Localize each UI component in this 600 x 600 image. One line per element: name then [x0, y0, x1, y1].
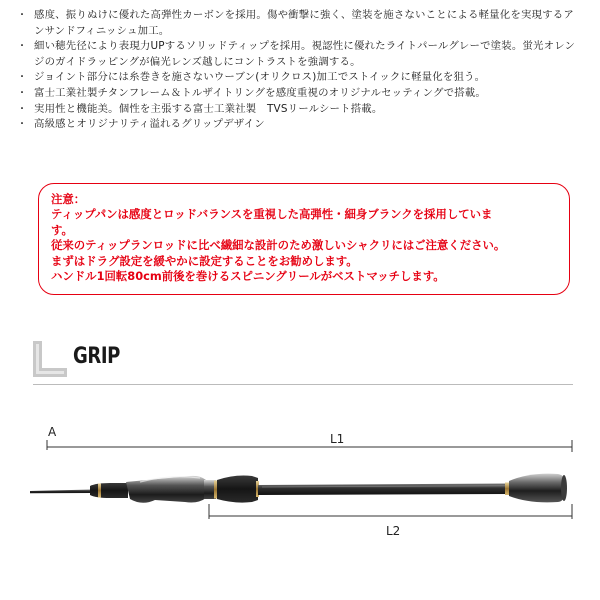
dimension-l1	[47, 440, 572, 452]
butt-cap	[509, 474, 566, 503]
caution-line: 従来のティップランロッドに比べ繊細な設計のため激しいシャクリにはご注意ください。	[51, 238, 506, 253]
bullet: ・	[17, 41, 28, 53]
gold-trim-ring	[214, 481, 217, 499]
feature-item	[14, 8, 584, 39]
feature-text: ジョイント部分には糸巻きを施さないウーブン(オリクロス)加工でストイックに軽量化を狙う。	[34, 71, 486, 84]
grip-section-heading	[33, 341, 573, 387]
label-a: A	[48, 425, 57, 439]
section-divider	[33, 384, 573, 385]
caution-line: まずはドラグ設定を緩やかに設定することをお勧めします。	[51, 253, 358, 268]
rear-grip	[217, 476, 258, 503]
gold-trim-ring	[98, 484, 101, 498]
bullet: ・	[17, 103, 28, 115]
feature-item	[14, 70, 584, 86]
feature-text: 実用性と機能美。個性を主張する富士工業社製 TVSリールシート搭載。	[34, 102, 383, 115]
rod-grip-diagram	[0, 440, 600, 530]
dimension-l2	[209, 504, 572, 519]
grip-title: GRIP	[73, 344, 120, 369]
feature-text: 感度、振りぬけに優れた高弾性カーボンを採用。傷や衝撃に強く、塗装を施さないことによる軽量化を実現するアンサンドフィニッシュ加工。	[34, 9, 574, 37]
gold-trim-ring	[505, 483, 509, 496]
caution-line: す。	[51, 222, 73, 237]
feature-item	[14, 86, 584, 102]
feature-list	[14, 8, 584, 133]
feature-item	[14, 39, 584, 70]
caution-heading: 注意：	[51, 192, 86, 206]
bullet: ・	[17, 87, 28, 99]
rod-blank-handle	[258, 484, 510, 496]
fore-grip	[90, 483, 128, 498]
bullet: ・	[17, 72, 28, 84]
corner-arrow-icon	[33, 341, 67, 381]
feature-text: 高級感とオリジナリティ溢れるグリップデザイン	[34, 118, 265, 131]
caution-line: ティップパンは感度とロッドバランスを重視した高弾性・細身ブランクを採用していま	[51, 207, 493, 222]
rod-blank-left	[30, 490, 92, 494]
feature-text: 富士工業社製チタンフレーム＆トルザイトリングを感度重視のオリジナルセッティングで搭載。	[34, 86, 486, 99]
feature-item	[14, 117, 584, 133]
label-l2: L2	[386, 524, 401, 538]
feature-text: 細い穂先径により表現力UPするソリッドティップを採用。視認性に優れたライトパールグレーで塗装。蛍光オレンジのガイドラッピングが偏光レンズ越しにコントラストを強調する。	[34, 40, 576, 68]
bullet: ・	[17, 10, 28, 21]
reel-seat	[126, 476, 206, 503]
caution-box	[38, 183, 570, 295]
bullet: ・	[17, 119, 28, 131]
feature-item	[14, 102, 584, 118]
label-l1: L1	[330, 432, 345, 446]
caution-line: ハンドル1回転80cm前後を巻けるスピニングリールがベストマッチします。	[51, 269, 445, 284]
